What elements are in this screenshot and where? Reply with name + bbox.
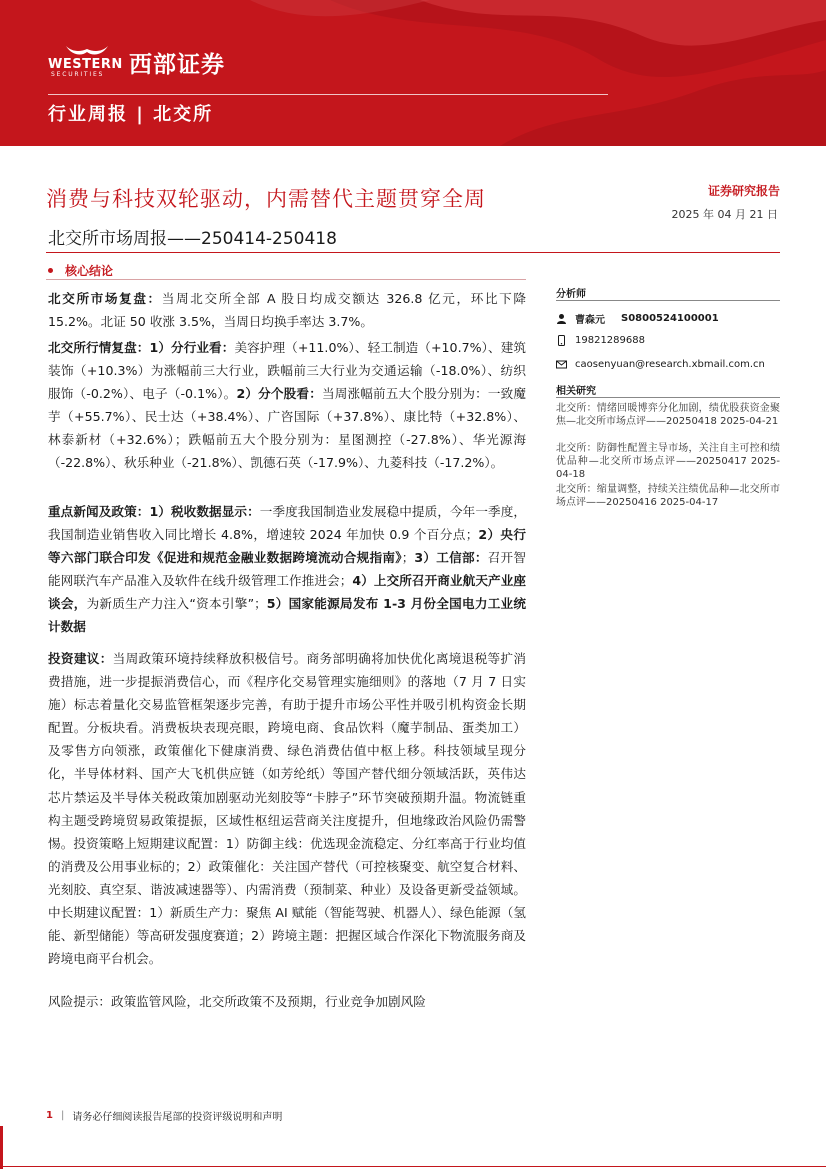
miit-text: 召开智能网联汽车产品准入及软件在线升级管理工作推进会； [48, 550, 526, 589]
news-policy-label: 重点新闻及政策：1）税收数据显示： [48, 504, 260, 519]
analyst-phone-row [556, 335, 645, 346]
analyst-divider [556, 300, 780, 301]
footer-accent-bar [0, 1126, 3, 1169]
title-divider [46, 252, 780, 253]
footer-separator: | [60, 1110, 65, 1121]
news-policy-paragraph [48, 500, 526, 639]
report-date: 2025 年 04 月 21 日 [671, 208, 778, 221]
logo-securities: SECURITIES [51, 71, 105, 78]
report-subtitle: 北交所市场周报——250414-250418 [48, 229, 337, 249]
core-conclusion-label: 核心结论 [65, 263, 114, 278]
investment-advice-paragraph [48, 647, 526, 970]
email-icon [556, 359, 567, 370]
company-logo [48, 44, 225, 80]
header-band [0, 0, 826, 146]
analyst-email[interactable]: caosenyuan@research.xbmail.com.cn [575, 359, 765, 370]
stock-performance-label: 2）分个股看： [236, 386, 322, 402]
industry-performance-text: 美容护理（+11.0%）、轻工制造（+10.7%）、建筑装饰（+10.3%）为涨幅前三大行业，跌幅前三大行业为交通运输（-18.0%）、纺织服饰（-0.2%）、电子（-0.1%）。 [48, 340, 526, 402]
footer-disclaimer: 请务必仔细阅读报告尾部的投资评级说明和声明 [72, 1112, 283, 1123]
stock-performance-text: 当周涨幅前五大个股分别为：一致魔芋（+55.7%）、民士达（+38.4%）、广咨国际（+37.8%）、康比特（+32.8%）、林泰新材（+32.6%）；跌幅前五大个股分别为：星图测控（-27.8%）、华光源海（-22.8%）、秋乐种业（-21.8%）、凯德石英（-17.9%）、九菱科技（-17.2%）。 [48, 386, 527, 471]
separator-text: ； [401, 550, 415, 566]
market-trend-paragraph [48, 336, 526, 475]
tax-data-text: 一季度我国制造业发展稳中提质，今年一季度，我国制造业销售收入同比增长 4.8%，增速较 2024 年加快 0.9 个百分点； [48, 504, 526, 543]
footer-bottom-line [3, 1166, 826, 1167]
analyst-email-row[interactable] [556, 359, 765, 370]
page-footer [46, 1108, 282, 1123]
analyst-certificate: S0800524100001 [621, 313, 719, 324]
analyst-name-row [556, 311, 719, 326]
central-bank-label: 2）央行等六部门联合印发《促进和规范金融业数据跨境流动合规指南》 [48, 527, 526, 566]
bullet-icon [48, 268, 53, 273]
analyst-phone: 19821289688 [575, 335, 645, 346]
related-research-heading: 相关研究 [556, 386, 596, 397]
header-divider [48, 94, 608, 95]
market-review-label: 北交所市场复盘： [48, 291, 162, 306]
related-research-item[interactable]: 北交所：缩量调整，持续关注绩优品种—北交所市场点评——20250416 2025-04-17 [556, 484, 780, 509]
analyst-heading: 分析师 [556, 289, 586, 300]
report-type: 证券研究报告 [707, 184, 780, 198]
related-research-item[interactable]: 北交所：防御性配置主导市场，关注自主可控和绩优品种—北交所市场点评——20250417 2025-04-18 [556, 443, 780, 481]
logo-chinese: 西部证券 [129, 51, 225, 78]
phone-icon [556, 335, 567, 346]
person-icon [556, 313, 567, 324]
bull-horns-icon [64, 44, 110, 58]
sse-label: 4）上交所召开商业航天产业座谈会， [48, 573, 527, 612]
miit-label: 3）工信部： [414, 550, 488, 566]
report-title: 消费与科技双轮驱动，内需替代主题贯穿全周 [46, 187, 486, 211]
core-conclusion-heading [48, 261, 113, 279]
logo-english: WESTERN [48, 57, 123, 72]
investment-advice-label: 投资建议： [48, 651, 113, 666]
risk-warning-paragraph: 风险提示：政策监管风险，北交所政策不及预期，行业竞争加剧风险 [48, 994, 426, 1009]
sse-text: 为新质生产力注入“资本引擎”； [86, 596, 267, 612]
investment-advice-text: 当周政策环境持续释放积极信号。商务部明确将加快优化离境退税等扩消费措施，进一步提振消费信心，而《程序化交易管理实施细则》的落地（7 月 7 日实施）标志着量化交易监管框架逐步完善，有助于提升市场公平性并吸引机构资金长期配置。分板块看。消费板块表现亮眼，跨境电商、食品饮料（魔芋制品、蛋类加工）及零售方向领涨，政策催化下健康消费、绿色消费估值中枢上移。科技领域呈现分化，半导体材料、国产大飞机供应链（如芳纶纸）等国产替代细分领域活跃，英伟达芯片禁运及半导体关税政策加剧驱动光刻胶等“卡脖子”环节突破预期升温。物流链重构主题受跨境贸易政策提振，区域性枢纽运营商关注度提升，但地缘政治风险仍需警惕。投资策略上短期建议配置：1）防御主线：优选现金流稳定、分红率高于行业均值的消费及公用事业标的；2）政策催化：关注国产替代（可控核聚变、航空复合材料、光刻胶、真空泵、谐波减速器等）、内需消费（预制菜、种业）及设备更新受益领域。中长期建议配置：1）新质生产力：聚焦 AI 赋能（智能驾驶、机器人）、绿色能源（氢能、新型储能）等高研发强度赛道；2）跨境主题：把握区域合作深化下物流服务商及跨境电商平台机会。 [48, 651, 527, 967]
page-number: 1 [46, 1110, 53, 1121]
report-category: 行业周报 | 北交所 [48, 104, 214, 125]
market-review-text: 当周北交所全部 A 股日均成交额达 326.8 亿元，环比下降 15.2%。北证 50 收涨 3.5%，当周日均换手率达 3.7%。 [48, 291, 527, 330]
related-research-divider [556, 397, 780, 398]
analyst-name: 曹森元 [575, 315, 605, 326]
market-review-paragraph [48, 287, 526, 333]
section-divider [46, 279, 526, 280]
market-trend-label: 北交所行情复盘：1）分行业看： [48, 340, 235, 355]
related-research-item[interactable]: 北交所：情绪回暖博弈分化加剧，绩优股获资金聚焦—北交所市场点评——20250418 2025-04-21 [556, 403, 780, 428]
nea-label: 5）国家能源局发布 1-3 月份全国电力工业统计数据 [48, 596, 526, 635]
logo-mark [48, 44, 126, 80]
